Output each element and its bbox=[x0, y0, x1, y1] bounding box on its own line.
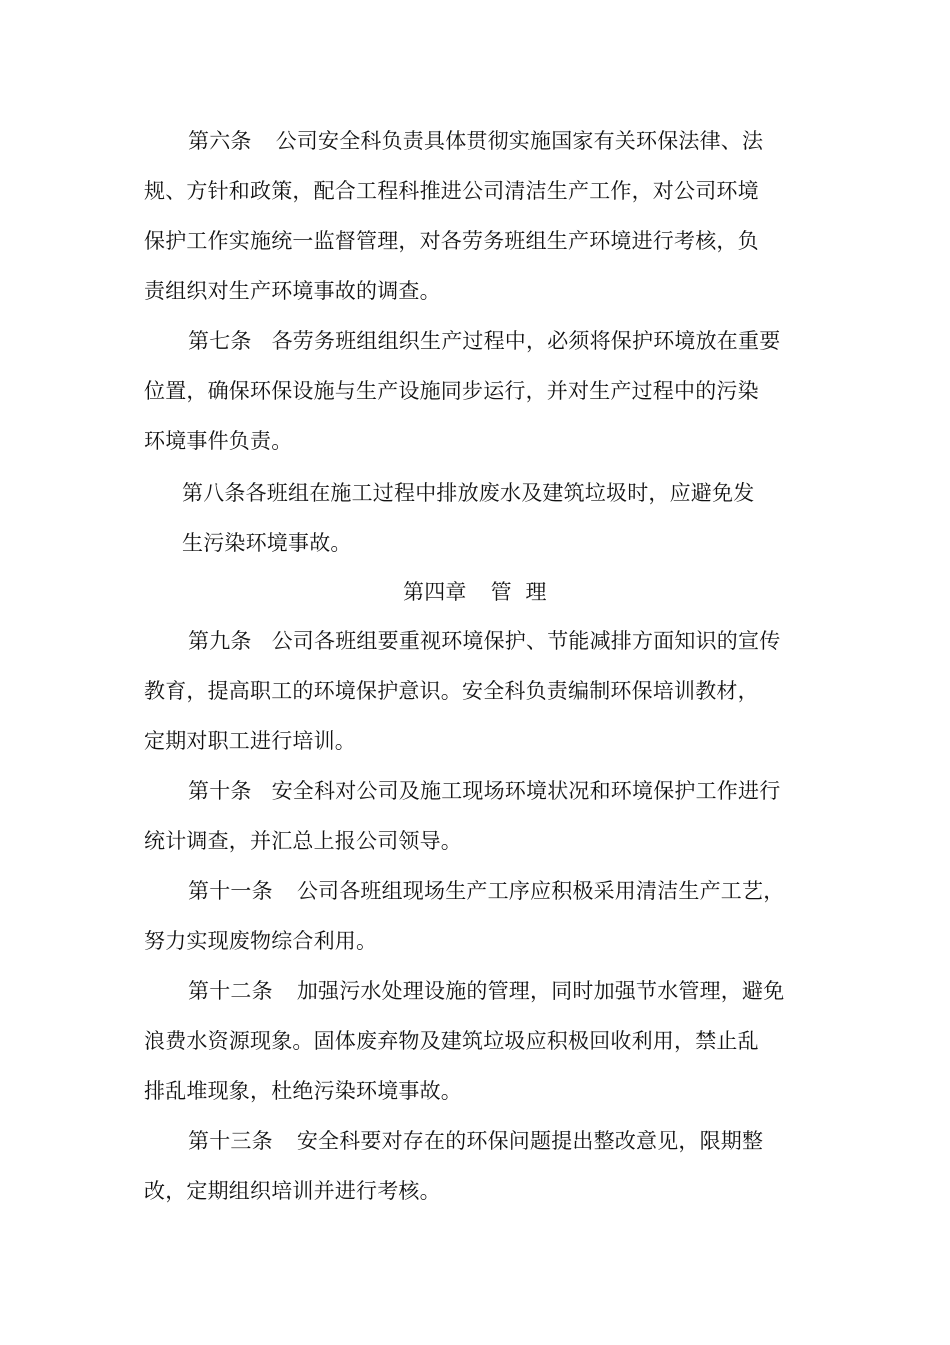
article-13-label: 第十三条 bbox=[188, 1129, 273, 1153]
article-9-line-3: 定期对职工进行培训。 bbox=[144, 729, 356, 753]
chapter-title: 第四章 bbox=[403, 580, 467, 604]
article-7-label: 第七条 bbox=[188, 329, 252, 353]
article-9-text-1: 公司各班组要重视环境保护、节能减排方面知识的宣传 bbox=[271, 629, 781, 653]
article-12-line-2: 浪费水资源现象。固体废弃物及建筑垃圾应积极回收利用，禁止乱 bbox=[144, 1029, 759, 1053]
article-11-text-1: 公司各班组现场生产工序应积极采用清洁生产工艺， bbox=[296, 879, 785, 903]
article-6-text-1: 公司安全科负责具体贯彻实施国家有关环保法律、法 bbox=[275, 129, 764, 153]
chapter-subtitle: 管 理 bbox=[490, 580, 547, 604]
article-11-label: 第十一条 bbox=[188, 879, 273, 903]
article-10-line-1 bbox=[188, 777, 780, 805]
article-12-label: 第十二条 bbox=[188, 979, 273, 1003]
article-6-line-3: 保护工作实施统一监督管理，对各劳务班组生产环境进行考核，负 bbox=[144, 229, 759, 253]
article-6-line-4: 责组织对生产环境事故的调查。 bbox=[144, 279, 441, 303]
article-8-line-2: 生污染环境事故。 bbox=[182, 531, 352, 555]
article-10-text-1: 安全科对公司及施工现场环境状况和环境保护工作进行 bbox=[271, 779, 781, 803]
article-10-line-2: 统计调查，并汇总上报公司领导。 bbox=[144, 829, 462, 853]
article-6-line-2: 规、方针和政策，配合工程科推进公司清洁生产工作，对公司环境 bbox=[144, 179, 759, 203]
article-9-line-2: 教育，提高职工的环境保护意识。安全科负责编制环保培训教材， bbox=[144, 679, 759, 703]
chapter-heading bbox=[403, 578, 547, 606]
article-8-line-1: 第八条各班组在施工过程中排放废水及建筑垃圾时，应避免发 bbox=[182, 481, 755, 505]
article-12-text-1: 加强污水处理设施的管理，同时加强节水管理，避免 bbox=[296, 979, 785, 1003]
article-13-line-2: 改，定期组织培训并进行考核。 bbox=[144, 1179, 441, 1203]
article-6-label: 第六条 bbox=[188, 129, 252, 153]
article-12-line-3: 排乱堆现象，杜绝污染环境事故。 bbox=[144, 1079, 462, 1103]
article-7-line-3: 环境事件负责。 bbox=[144, 429, 293, 453]
article-7-text-1: 各劳务班组组织生产过程中，必须将保护环境放在重要 bbox=[271, 329, 781, 353]
article-9-line-1 bbox=[188, 627, 780, 655]
article-11-line-1 bbox=[188, 877, 784, 905]
article-12-line-1 bbox=[188, 977, 784, 1005]
article-7-line-1 bbox=[188, 327, 780, 355]
article-6-line-1 bbox=[188, 127, 763, 155]
article-11-line-2: 努力实现废物综合利用。 bbox=[144, 929, 378, 953]
article-7-line-2: 位置，确保环保设施与生产设施同步运行，并对生产过程中的污染 bbox=[144, 379, 759, 403]
article-9-label: 第九条 bbox=[188, 629, 252, 653]
article-13-text-1: 安全科要对存在的环保问题提出整改意见，限期整 bbox=[296, 1129, 764, 1153]
article-10-label: 第十条 bbox=[188, 779, 252, 803]
article-13-line-1 bbox=[188, 1127, 763, 1155]
